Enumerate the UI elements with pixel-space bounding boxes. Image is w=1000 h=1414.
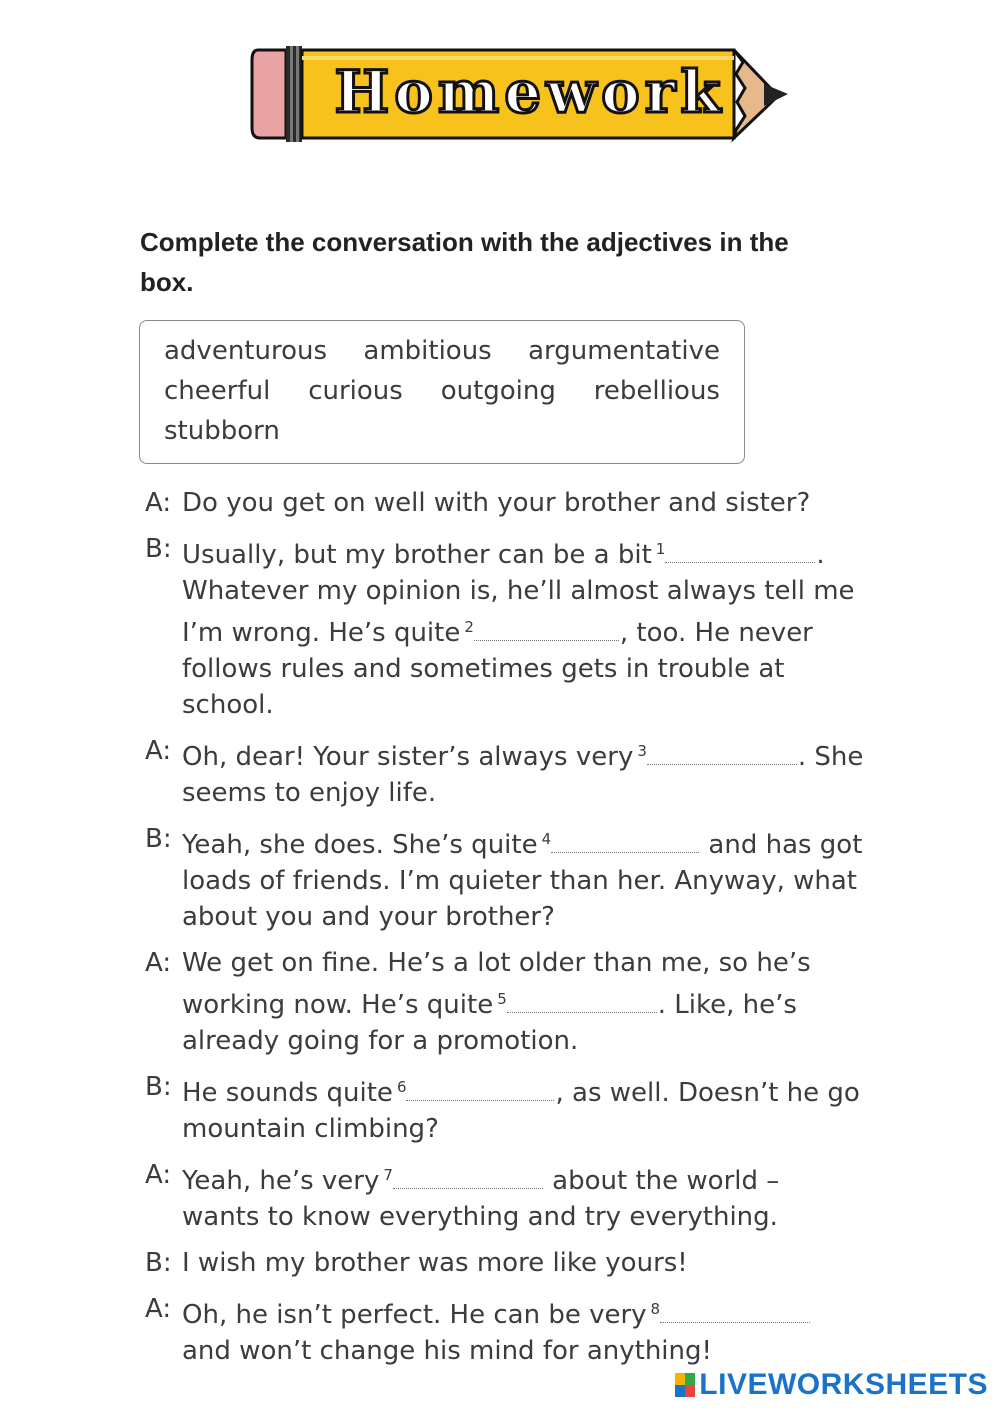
speaker-label: A:	[145, 736, 172, 766]
utterance	[182, 821, 885, 935]
answer-blank-3[interactable]	[647, 742, 797, 765]
utterance	[182, 733, 885, 811]
speaker-label: B:	[145, 824, 172, 854]
speaker-label: B:	[145, 534, 172, 564]
utterance	[182, 485, 885, 521]
utterance-text: . Whatever my opinion is, he’ll almost always tell me I’m wrong. He’s quite	[182, 540, 855, 648]
word-box-line	[164, 411, 720, 451]
word-outgoing: outgoing	[440, 376, 556, 406]
utterance	[182, 945, 885, 1059]
utterance-text: We get on fine. He’s a lot older than me, so he’s working now. He’s quite	[182, 948, 811, 1020]
conversation	[145, 485, 885, 1379]
dialogue-turn	[145, 1069, 885, 1147]
speaker-label: B:	[145, 1072, 172, 1102]
utterance-text: , as well. Doesn’t he go mountain climbing?	[182, 1078, 860, 1144]
utterance-text: , too. He never follows rules and sometimes gets in trouble at school.	[182, 618, 813, 720]
utterance-text: He sounds quite	[182, 1078, 393, 1108]
gap-number: 2	[464, 618, 474, 636]
gap-number: 5	[497, 990, 507, 1008]
answer-blank-6[interactable]	[406, 1078, 554, 1101]
word-ambitious: ambitious	[363, 336, 492, 366]
speaker-label: A:	[145, 1294, 172, 1324]
liveworksheets-icon	[675, 1373, 695, 1397]
utterance-text: about the world – wants to know everything and try everything.	[182, 1166, 780, 1232]
gap-number: 4	[541, 830, 552, 848]
word-curious: curious	[308, 376, 403, 406]
utterance-text: . She seems to enjoy life.	[182, 742, 864, 808]
word-rebellious: rebellious	[593, 376, 720, 406]
speaker-label: A:	[145, 948, 172, 978]
utterance-text: Yeah, he’s very	[182, 1166, 380, 1196]
answer-blank-1[interactable]	[665, 540, 815, 563]
word-stubborn: stubborn	[164, 416, 280, 446]
answer-blank-5[interactable]	[507, 990, 657, 1013]
utterance-text: and won’t change his mind for anything!	[182, 1336, 712, 1366]
gap-number: 8	[650, 1300, 661, 1318]
answer-blank-8[interactable]	[660, 1300, 810, 1323]
utterance-text: Oh, he isn’t perfect. He can be very	[182, 1300, 647, 1330]
dialogue-turn	[145, 1157, 885, 1235]
dialogue-turn	[145, 531, 885, 723]
word-box-line	[164, 331, 720, 371]
utterance	[182, 1157, 885, 1235]
word-argumentative: argumentative	[528, 336, 720, 366]
utterance	[182, 1069, 885, 1147]
page-title: Homework	[334, 58, 726, 126]
gap-number: 7	[383, 1166, 393, 1184]
dialogue-turn	[145, 945, 885, 1059]
dialogue-turn	[145, 1245, 885, 1281]
dialogue-turn	[145, 733, 885, 811]
liveworksheets-logo	[675, 1368, 988, 1402]
utterance	[182, 1291, 885, 1369]
dialogue-turn	[145, 821, 885, 935]
utterance-text: and has got loads of friends. I’m quieter than her. Anyway, what about you and your brother?	[182, 830, 863, 932]
word-box	[139, 320, 745, 464]
word-cheerful: cheerful	[164, 376, 271, 406]
utterance-text: Usually, but my brother can be a bit	[182, 540, 652, 570]
utterance-text: Oh, dear! Your sister’s always very	[182, 742, 634, 772]
speaker-label: A:	[145, 488, 172, 518]
answer-blank-4[interactable]	[551, 830, 699, 853]
utterance-text: I wish my brother was more like yours!	[182, 1248, 688, 1278]
dialogue-turn	[145, 485, 885, 521]
gap-number: 1	[655, 540, 666, 558]
utterance-text: Yeah, she does. She’s quite	[182, 830, 538, 860]
gap-number: 3	[637, 742, 647, 760]
utterance	[182, 1245, 885, 1281]
instruction-text: Complete the conversation with the adjectives in the box.	[140, 227, 789, 297]
gap-number: 6	[396, 1078, 407, 1096]
speaker-label: B:	[145, 1248, 172, 1278]
utterance-text: . Like, he’s already going for a promotion.	[182, 990, 797, 1056]
word-box-line	[164, 371, 720, 411]
answer-blank-7[interactable]	[393, 1166, 543, 1189]
utterance	[182, 531, 885, 723]
word-adventurous: adventurous	[164, 336, 328, 366]
utterance-text: Do you get on well with your brother and sister?	[182, 488, 811, 518]
speaker-label: A:	[145, 1160, 172, 1190]
dialogue-turn	[145, 1291, 885, 1369]
brand-name: LIVEWORKSHEETS	[699, 1368, 988, 1401]
answer-blank-2[interactable]	[474, 618, 619, 641]
